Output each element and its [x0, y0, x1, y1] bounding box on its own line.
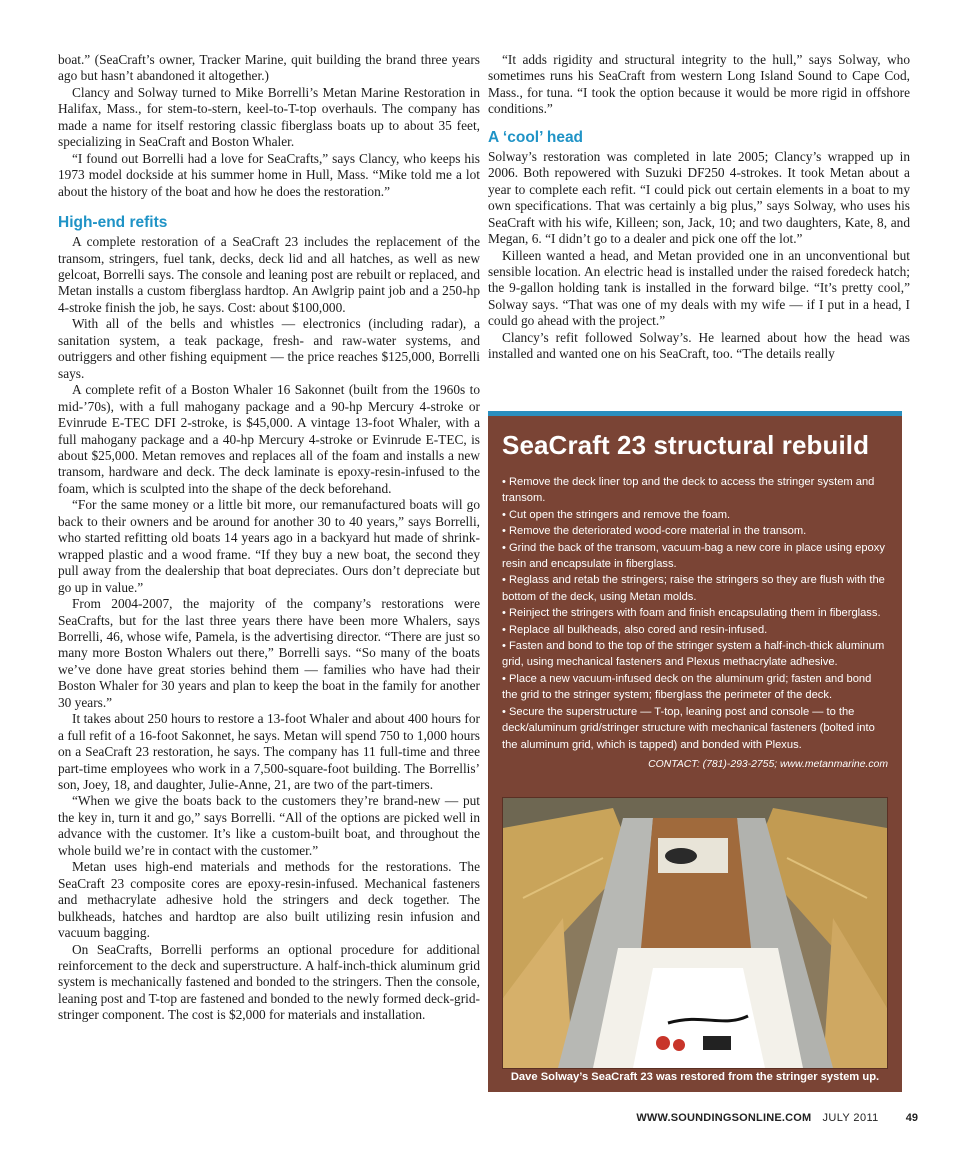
list-item: • Grind the back of the transom, vacuum-bag a new core in place using epoxy resin and encapsulate in fiberglass.	[502, 540, 888, 573]
list-item: • Replace all bulkheads, also cored and resin-infused.	[502, 622, 888, 638]
paragraph: Clancy and Solway turned to Mike Borrelli’s Metan Marine Restoration in Halifax, Mass., for stem-to-stern, keel-to-T-top overhauls. The company has made a name for itself restoring classic fiberglass boats up to about 35 feet, specializing in SeaCraft and Boston Whaler.	[58, 84, 480, 150]
article-column-right	[488, 52, 910, 363]
boat-restoration-photo	[502, 797, 888, 1069]
paragraph: boat.” (SeaCraft’s owner, Tracker Marine, quit building the brand three years ago but hasn’t abandoned it altogether.)	[58, 52, 480, 84]
subhead-high-end-refits: High-end refits	[58, 214, 168, 232]
list-item: • Secure the superstructure — T-top, leaning post and console — to the deck/aluminum grid/stringer structure with mechanical fasteners (bolted into the aluminum grid, which is tapped) and bonded with Plexus.	[502, 704, 888, 753]
page-footer	[636, 1112, 918, 1124]
paragraph: “It adds rigidity and structural integrity to the hull,” says Solway, who sometimes runs his SeaCraft from western Long Island Sound to Cape Cod, Mass., for tuna. “I took the option because it would be more rigid in offshore conditions.”	[488, 52, 910, 117]
sidebar-list	[502, 474, 888, 753]
contact-line: CONTACT: (781)-293-2755; www.metanmarine.com	[648, 758, 888, 770]
list-item: • Reglass and retab the stringers; raise the stringers so they are flush with the bottom of the deck, using Metan molds.	[502, 572, 888, 605]
footer-website: WWW.SOUNDINGSONLINE.COM	[636, 1112, 812, 1124]
paragraph: “I found out Borrelli had a love for SeaCrafts,” says Clancy, who keeps his 1973 model dockside at his summer home in Hull, Mass. “Mike told me a lot about the history of the boat and how he does the restoration.”	[58, 150, 480, 199]
paragraph: On SeaCrafts, Borrelli performs an optional procedure for additional reinforcement to the deck and superstructure. A half-inch-thick aluminum grid system is mechanically fastened and bonded to the stringers. Then the console, leaning post and T-top are fastened and bonded to the newly formed deck-grid-stringer component. The cost is $2,000 for materials and installation.	[58, 941, 480, 1023]
paragraph: Metan uses high-end materials and methods for the restorations. The SeaCraft 23 composite cores are epoxy-resin-infused. Mechanical fasteners and methacrylate adhesive hold the stringers and deck together. The bulkheads, hatches and hardtop are also built utilizing resin infusion and vacuum bagging.	[58, 859, 480, 941]
photo-caption: Dave Solway’s SeaCraft 23 was restored from the stringer system up.	[510, 1071, 880, 1083]
list-item: • Remove the deck liner top and the deck to access the stringer system and transom.	[502, 474, 888, 507]
footer-date: JULY 2011	[822, 1112, 879, 1124]
paragraph: Clancy’s refit followed Solway’s. He learned about how the head was installed and wanted one on his SeaCraft, too. “The details really	[488, 329, 910, 362]
paragraph: It takes about 250 hours to restore a 13-foot Whaler and about 400 hours for a full refit of a 16-foot Sakonnet, he says. Metan will spend 750 to 1,000 hours on a SeaCraft 23 restoration, he says. The company has 11 full-time and three part-time employees who work in a 7,500-square-foot building. The Borrellis’ son, Joey, 18, and daughter, Julie-Anne, 21, are two of the part-timers.	[58, 711, 480, 793]
paragraph: Solway’s restoration was completed in late 2005; Clancy’s wrapped up in 2006. Both repowered with Suzuki DF250 4-strokes. It took Metan about a year to complete each refit. “I could pick out certain elements in a boat to my own specifications. That was certainly a big plus,” says Solway, who uses his SeaCraft with his wife, Killeen; son, Jack, 10; and two daughters, Kate, 8, and Megan, 6. “I didn’t go to a dealer and pick one off the lot.”	[488, 148, 910, 247]
article-column-left	[58, 52, 480, 1024]
photo-illustration	[503, 798, 887, 1068]
paragraph: From 2004-2007, the majority of the company’s restorations were SeaCrafts, but for the last three years there have been more Whalers, says Borrelli, 46, whose wife, Pamela, is the advertising director. “There are just so many more Boston Whalers out there,” Borrelli says. “So many of the boats we’ve done have great stories behind them — families who have had their Boston Whaler for 30 years and plan to keep the boat in the family for another 30 years.”	[58, 596, 480, 710]
list-item: • Remove the deteriorated wood-core material in the transom.	[502, 523, 888, 539]
paragraph: “For the same money or a little bit more, our remanufactured boats will go back to their owners and be around for another 30 to 40 years,” says Borrelli, who started refitting old boats 14 years ago in a backyard hut made of shrink-wrapped plastic and a wood frame. “If they buy a new boat, the second they pull away from the dealership that boat depreciates. Ours don’t depreciate but go up in value.”	[58, 497, 480, 595]
sidebar-title: SeaCraft 23 structural rebuild	[502, 430, 870, 460]
paragraph: With all of the bells and whistles — electronics (including radar), a sanitation system, a teak package, fresh- and raw-water systems, and outriggers and other fishing equipment — the price reaches $125,000, Borrelli says.	[58, 316, 480, 381]
list-item: • Cut open the stringers and remove the foam.	[502, 507, 888, 523]
list-item: • Reinject the stringers with foam and finish encapsulating them in fiberglass.	[502, 605, 888, 621]
paragraph: A complete refit of a Boston Whaler 16 Sakonnet (built from the 1960s to mid-’70s), with a full mahogany package and a 90-hp Mercury 4-stroke or Evinrude E-TEC DFI 2-stroke, is $45,000. A vintage 13-foot Whaler, with a full mahogany package and a 40-hp Mercury 4-stroke or Evinrude E-TEC, is about $25,000. Metan removes and replaces all of the foam and installs a new transom, hardware and deck. The deck laminate is epoxy-resin-infused to the foam, which is sculpted into the shape of the deck beforehand.	[58, 382, 480, 496]
paragraph: Killeen wanted a head, and Metan provided one in an unconventional but sensible location. An electric head is installed under the raised foredeck hatch; the 9-gallon holding tank is installed in the forward bilge. “It’s pretty cool,” Solway says. “That was one of my deals with my wife — if I put in a head, I could go ahead with the project.”	[488, 247, 910, 329]
paragraph: A complete restoration of a SeaCraft 23 includes the replacement of the transom, stringers, fuel tank, decks, deck lid and all hatches, as well as new gelcoat, Borrelli says. The console and leaning post are rebuilt or replaced, and Metan installs a custom fiberglass hardtop. An Awlgrip paint job and a 250-hp 4-stroke finish the job, he says. Cost: about $100,000.	[58, 234, 480, 315]
list-item: • Fasten and bond to the top of the stringer system a half-inch-thick aluminum grid, using mechanical fasteners and Plexus methacrylate adhesive.	[502, 638, 888, 671]
subhead-cool-head: A ‘cool’ head	[488, 128, 584, 146]
list-item: • Place a new vacuum-infused deck on the aluminum grid; fasten and bond the grid to the stringer system; fiberglass the perimeter of the deck.	[502, 671, 888, 704]
paragraph: “When we give the boats back to the customers they’re brand-new — put the key in, turn it and go,” says Borrelli. “All of the options are picked well in advance with the customer. It’s like a custom-built boat, and throughout the whole build we’re in contact with the customer.”	[58, 793, 480, 858]
sidebar-box	[488, 411, 902, 1092]
page-number: 49	[905, 1112, 918, 1124]
